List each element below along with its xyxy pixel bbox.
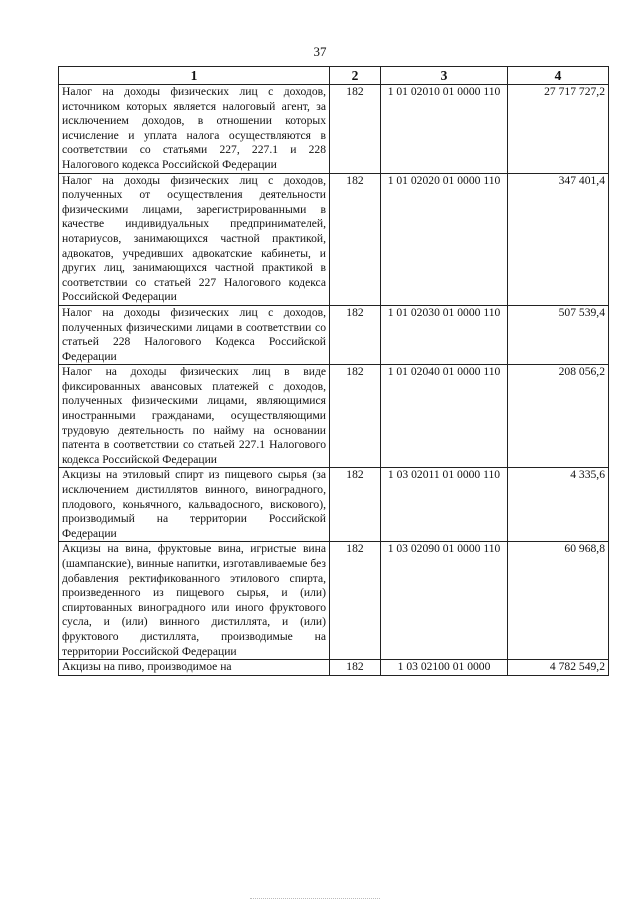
column-header: 1 <box>59 67 330 85</box>
amount-cell: 208 056,2 <box>508 365 609 468</box>
table-row <box>59 660 609 676</box>
budget-code-cell: 1 01 02030 01 0000 110 <box>381 305 508 364</box>
revenue-name-cell: Акцизы на пиво, производимое на <box>59 660 330 676</box>
amount-cell: 27 717 727,2 <box>508 85 609 174</box>
amount-cell: 4 782 549,2 <box>508 660 609 676</box>
admin-code-cell: 182 <box>330 173 381 305</box>
table-header-row <box>59 67 609 85</box>
amount-cell: 507 539,4 <box>508 305 609 364</box>
table-row <box>59 542 609 660</box>
table-row <box>59 173 609 305</box>
revenue-table <box>58 66 609 676</box>
page-number: 37 <box>313 44 327 59</box>
budget-code-cell: 1 01 02010 01 0000 110 <box>381 85 508 174</box>
admin-code-cell: 182 <box>330 305 381 364</box>
admin-code-cell: 182 <box>330 365 381 468</box>
table-row <box>59 305 609 364</box>
admin-code-cell: 182 <box>330 468 381 542</box>
admin-code-cell: 182 <box>330 542 381 660</box>
column-header: 4 <box>508 67 609 85</box>
admin-code-cell: 182 <box>330 85 381 174</box>
column-header: 3 <box>381 67 508 85</box>
table-row <box>59 365 609 468</box>
budget-code-cell: 1 01 02020 01 0000 110 <box>381 173 508 305</box>
revenue-name-cell: Налог на доходы физических лиц в виде фиксированных авансовых платежей с доходов, полученных физическими лицами, являющимися иностранными гражданами, осуществляющими трудовую деятельность по найму на основании патента в соответствии со статьей 227.1 Налогового кодекса Российской Федерации <box>59 365 330 468</box>
amount-cell: 347 401,4 <box>508 173 609 305</box>
revenue-name-cell: Налог на доходы физических лиц с доходов, полученных физическими лицами в соответствии со статьей 228 Налогового Кодекса Российской Федерации <box>59 305 330 364</box>
column-header: 2 <box>330 67 381 85</box>
budget-code-cell: 1 03 02100 01 0000 <box>381 660 508 676</box>
table-row <box>59 85 609 174</box>
budget-code-cell: 1 03 02090 01 0000 110 <box>381 542 508 660</box>
budget-code-cell: 1 03 02011 01 0000 110 <box>381 468 508 542</box>
scan-artifact <box>250 898 380 900</box>
revenue-name-cell: Налог на доходы физических лиц с доходов, источником которых является налоговый агент, за исключением доходов, в отношении которых исчисление и уплата налога осуществляются в соответствии со статьями 227, 227.1 и 228 Налогового кодекса Российской Федерации <box>59 85 330 174</box>
amount-cell: 60 968,8 <box>508 542 609 660</box>
table-row <box>59 468 609 542</box>
revenue-name-cell: Акцизы на этиловый спирт из пищевого сырья (за исключением дистиллятов винного, виноградного, плодового, коньячного, кальвадосного, вискового), производимый на территории Российской Федерации <box>59 468 330 542</box>
revenue-name-cell: Налог на доходы физических лиц с доходов, полученных от осуществления деятельности физическими лицами, зарегистрированными в качестве индивидуальных предпринимателей, нотариусов, занимающихся частной практикой, адвокатов, учредивших адвокатские кабинеты, и других лиц, занимающихся частной практикой в соответствии со статьей 227 Налогового кодекса Российской Федерации <box>59 173 330 305</box>
revenue-name-cell: Акцизы на вина, фруктовые вина, игристые вина (шампанские), винные напитки, изготавливаемые без добавления ректификованного этилового спирта, произведенного из пищевого сырья, и (или) спиртованных виноградного или иного фруктового сусла, и (или) винного дистиллята, и (или) фруктового дистиллята, производимые на территории Российской Федерации <box>59 542 330 660</box>
amount-cell: 4 335,6 <box>508 468 609 542</box>
budget-code-cell: 1 01 02040 01 0000 110 <box>381 365 508 468</box>
admin-code-cell: 182 <box>330 660 381 676</box>
